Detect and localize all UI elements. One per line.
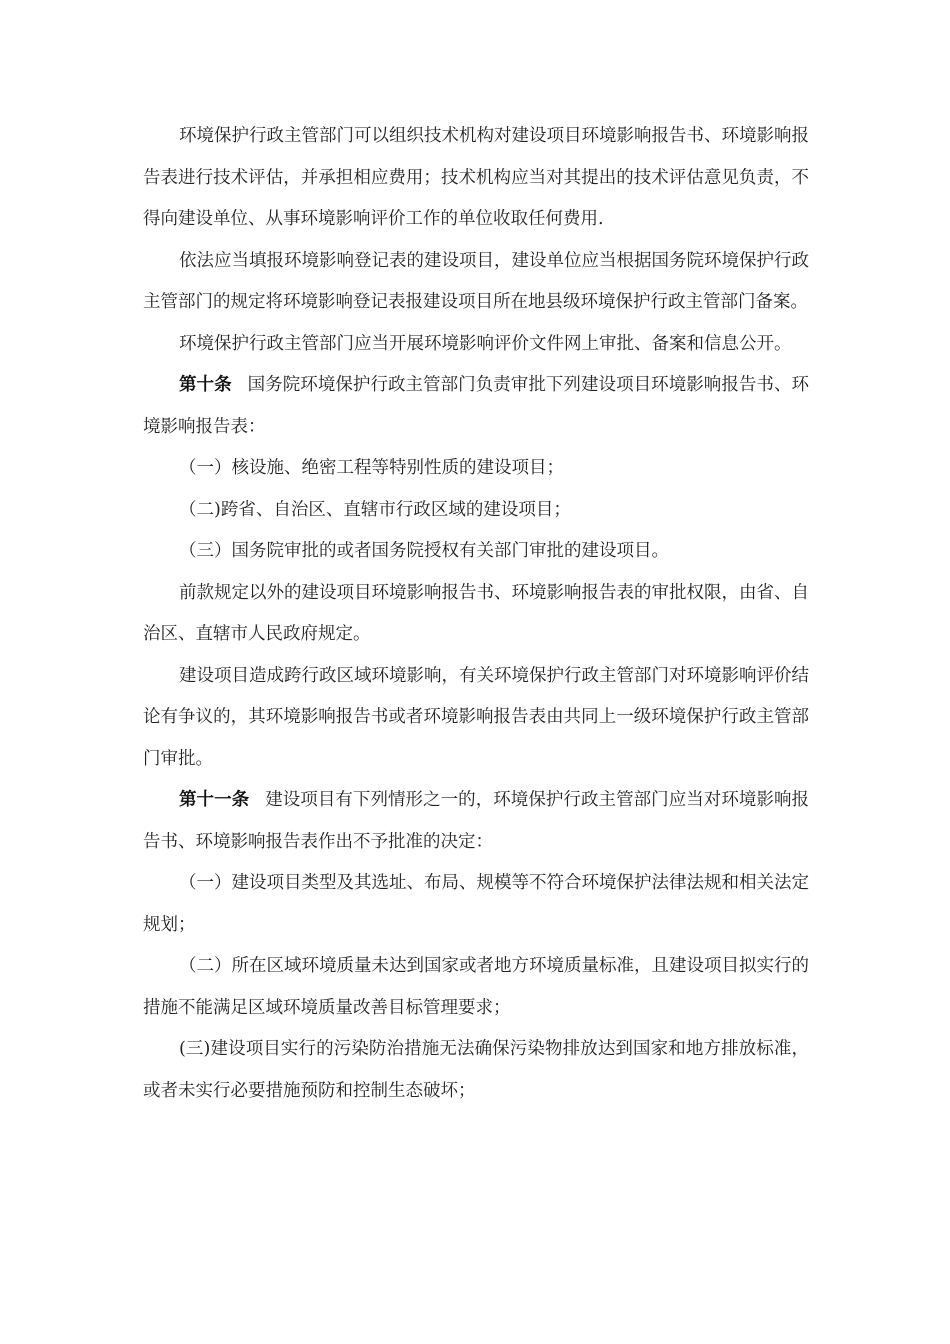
list-item <box>143 863 809 946</box>
document-body <box>143 116 809 1112</box>
article-paragraph <box>143 365 809 448</box>
paragraph <box>143 116 809 241</box>
paragraph-text: 前款规定以外的建设项目环境影响报告书、环境影响报告表的审批权限，由省、自治区、直辖市人民政府规定。 <box>143 582 809 644</box>
paragraph-text: 国务院环境保护行政主管部门负责审批下列建设项目环境影响报告书、环境影响报告表： <box>143 375 810 437</box>
paragraph <box>143 324 809 366</box>
paragraph-text: 建设项目造成跨行政区域环境影响，有关环境保护行政主管部门对环境影响评价结论有争议的，其环境影响报告书或者环境影响报告表由共同上一级环境保护行政主管部门审批。 <box>143 665 809 769</box>
list-item <box>143 490 809 532</box>
article-paragraph <box>143 780 809 863</box>
paragraph <box>143 573 809 656</box>
paragraph-text: （二)跨省、自治区、直辖市行政区域的建设项目； <box>179 499 571 520</box>
article-number: 第十一条 <box>179 790 250 810</box>
paragraph-text: 环境保护行政主管部门可以组织技术机构对建设项目环境影响报告书、环境影响报告表进行技术评估，并承担相应费用；技术机构应当对其提出的技术评估意见负责，不得向建设单位、从事环境影响评价工作的单位收取任何费用. <box>143 126 809 229</box>
paragraph-text: (三)建设项目实行的污染防治措施无法确保污染物排放达到国家和地方排放标准，或者未实行必要措施预防和控制生态破坏； <box>143 1039 809 1101</box>
paragraph-text: 建设项目有下列情形之一的，环境保护行政主管部门应当对环境影响报告书、环境影响报告表作出不予批准的决定： <box>143 790 810 852</box>
paragraph <box>143 656 809 781</box>
paragraph-text: （三）国务院审批的或者国务院授权有关部门审批的建设项目。 <box>179 541 669 561</box>
paragraph-text: 依法应当填报环境影响登记表的建设项目，建设单位应当根据国务院环境保护行政主管部门的规定将环境影响登记表报建设项目所在地县级环境保护行政主管部门备案。 <box>143 250 809 312</box>
list-item <box>143 946 809 1029</box>
list-item <box>143 531 809 573</box>
article-number: 第十条 <box>179 375 232 395</box>
paragraph-text: （二）所在区域环境质量未达到国家或者地方环境质量标准，且建设项目拟实行的措施不能满足区域环境质量改善目标管理要求； <box>143 956 809 1018</box>
paragraph-text: （一）建设项目类型及其选址、布局、规模等不符合环境保护法律法规和相关法定规划； <box>143 873 809 935</box>
paragraph-text: （一）核设施、绝密工程等特别性质的建设项目； <box>179 458 564 478</box>
paragraph <box>143 241 809 324</box>
list-item <box>143 1029 809 1112</box>
paragraph-text: 环境保护行政主管部门应当开展环境影响评价文件网上审批、备案和信息公开。 <box>179 333 792 354</box>
list-item <box>143 448 809 490</box>
